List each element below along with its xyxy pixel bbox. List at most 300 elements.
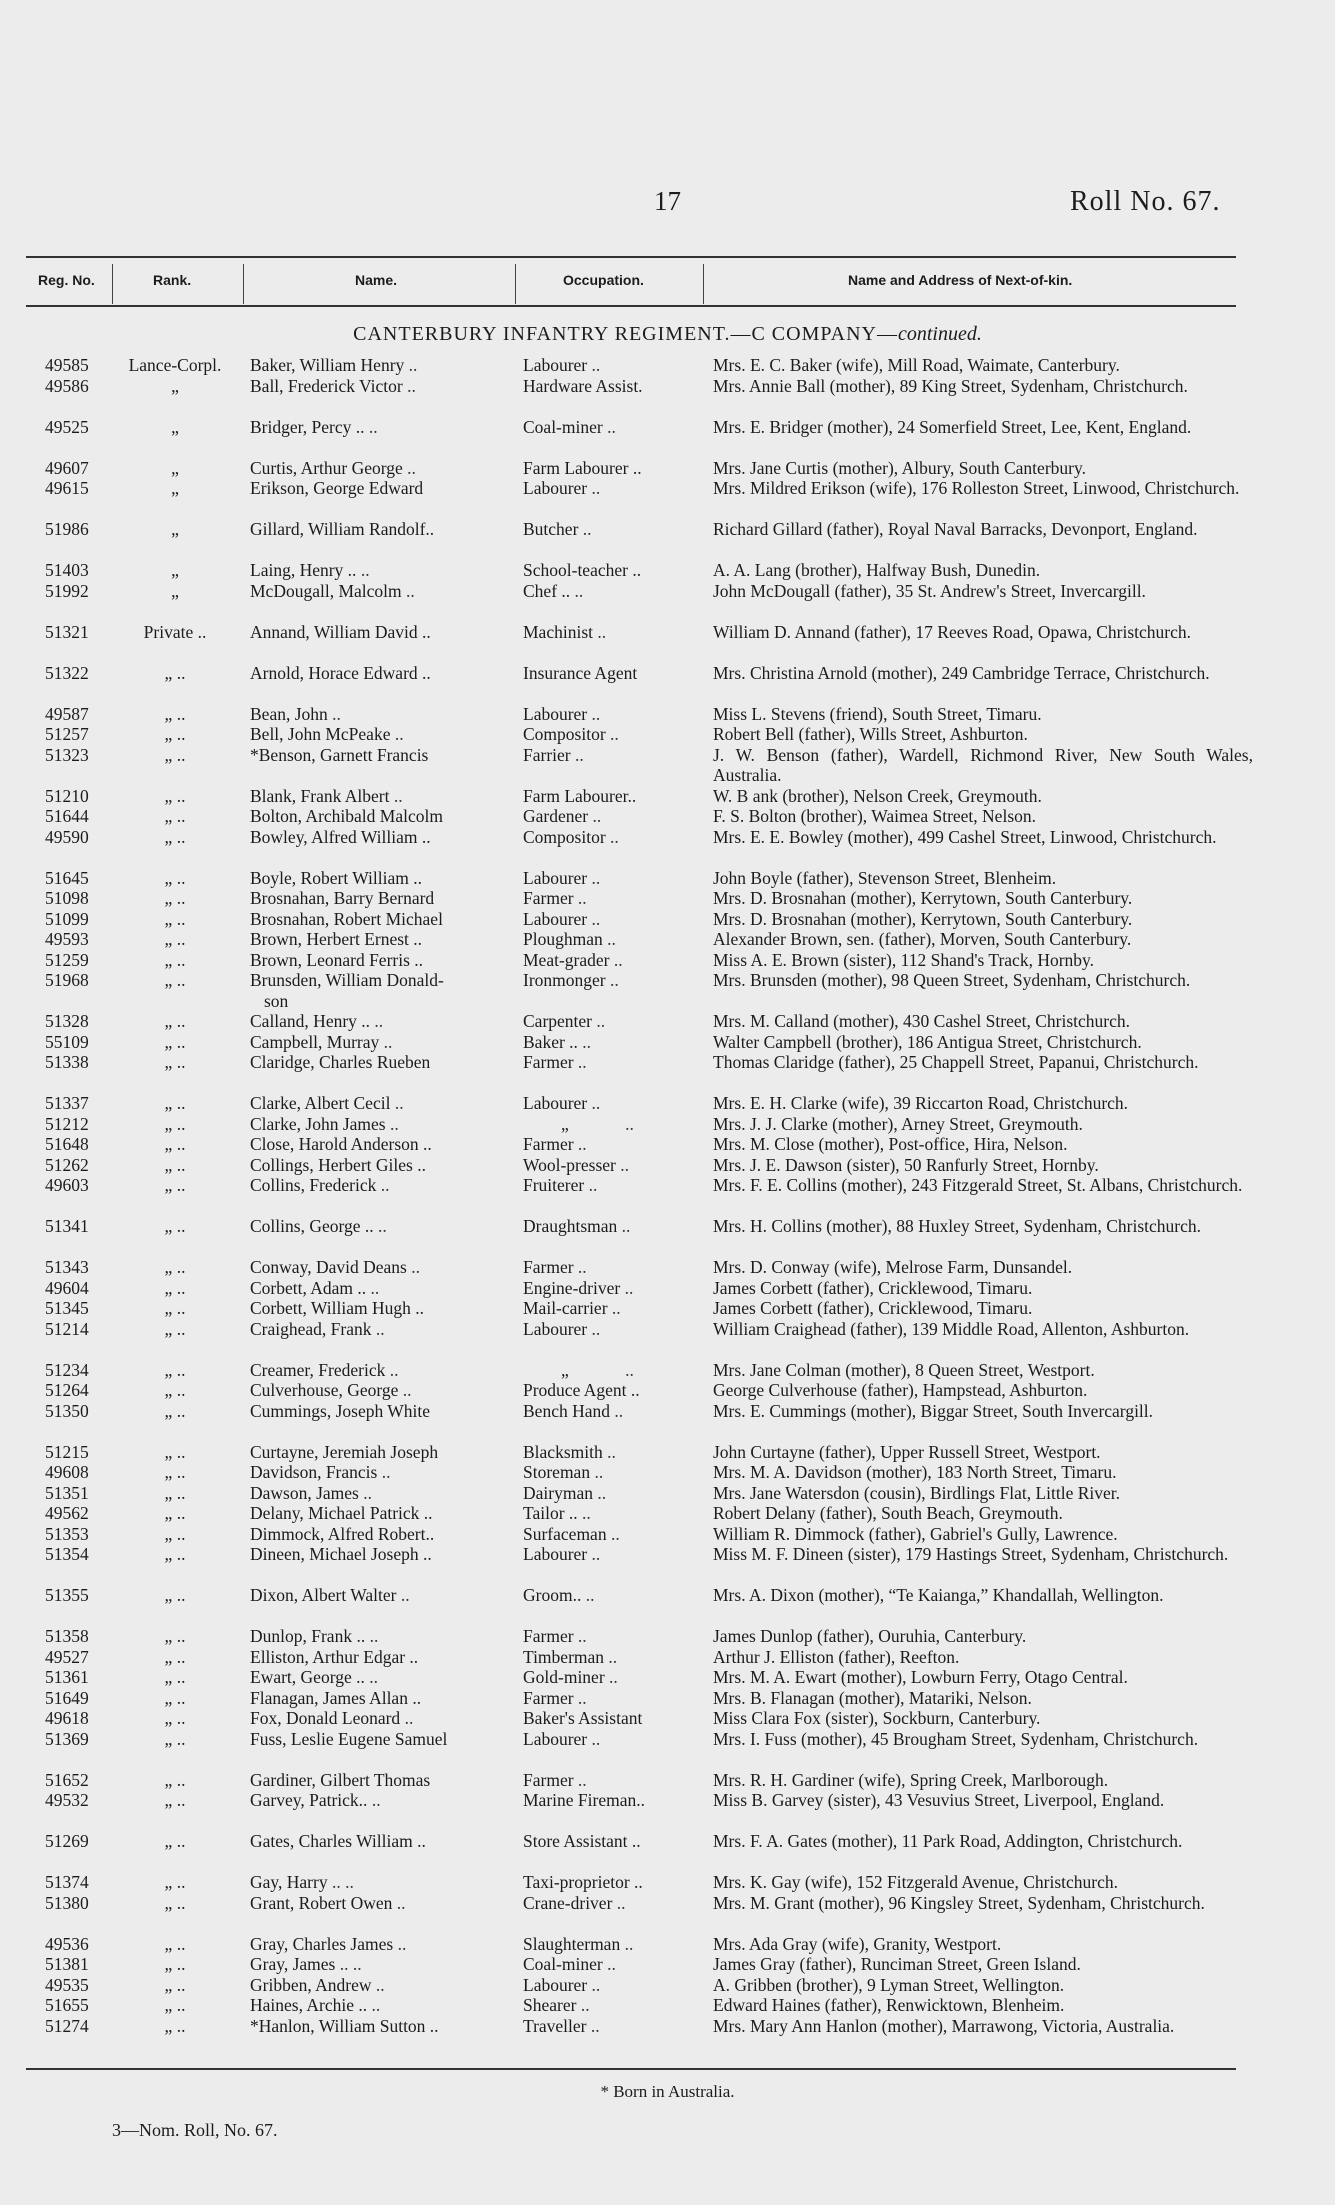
reg-number-cell: 51343 — [45, 1257, 89, 1277]
leader-dots: .. — [604, 1646, 618, 1667]
occupation-text: Storeman — [523, 1462, 591, 1482]
reg-number-cell: 49603 — [45, 1175, 89, 1195]
occupation-cell — [523, 1688, 698, 1709]
next-of-kin-cell: Mrs. M. A. Ewart (mother), Lowburn Ferry, Otago Central. — [713, 1667, 1128, 1687]
table-row — [0, 724, 1335, 745]
table-row — [0, 868, 1335, 889]
name-text: Clarke, Albert Cecil — [250, 1093, 391, 1113]
column-header-occupation: Occupation. — [563, 272, 644, 288]
occupation-cell — [523, 1216, 698, 1237]
leader-dots: .. — [587, 1544, 601, 1564]
occupation-text: Gardener — [523, 806, 589, 826]
table-row — [0, 1114, 1335, 1135]
next-of-kin-cell: Mrs. D. Brosnahan (mother), Kerrytown, South Canterbury. — [713, 888, 1133, 908]
reg-number-cell: 51262 — [45, 1154, 89, 1175]
name-text: Gray, James — [250, 1954, 336, 1974]
leader-dots: .. — [584, 1175, 598, 1195]
reg-number-cell: 51345 — [45, 1298, 89, 1318]
leader-dots: .. — [371, 1974, 385, 1995]
table-row — [0, 622, 1335, 663]
leader-dots: .. — [402, 457, 416, 478]
table-row — [0, 1380, 1335, 1401]
rank-cell: „ .. — [164, 1585, 186, 1605]
rank-cell: „ .. — [164, 1769, 186, 1790]
leader-dots: .. — [607, 1298, 621, 1318]
leader-dots: .. — [573, 888, 587, 908]
next-of-kin-cell: William D. Annand (father), 17 Reeves Road, Opawa, Christchurch. — [713, 621, 1191, 642]
next-of-kin-cell: Mrs. R. H. Gardiner (wife), Spring Creek, Marlborough. — [713, 1769, 1109, 1790]
occupation-cell — [523, 1134, 698, 1155]
occupation-text: Butcher — [523, 519, 579, 539]
occupation-text: Groom.. — [523, 1585, 582, 1605]
name-text: Brosnahan, Robert Michael — [250, 908, 443, 929]
next-of-kin-cell: Mrs. E. E. Bowley (mother), 499 Cashel Street, Linwood, Christchurch. — [713, 826, 1217, 847]
occupation-text: Labourer — [523, 478, 588, 498]
reg-number-cell: 49607 — [45, 457, 89, 478]
name-cell — [250, 458, 505, 479]
name-cell — [250, 1831, 505, 1852]
roll-table — [0, 355, 1335, 2057]
next-of-kin-cell: Miss Clara Fox (sister), Sockburn, Canterbury. — [713, 1708, 1041, 1728]
rank-cell: „ .. — [164, 1687, 186, 1708]
name-text: Conway, David Deans — [250, 1257, 407, 1277]
column-header-name: Name. — [355, 272, 398, 288]
reg-number-cell: 51374 — [45, 1872, 89, 1892]
rank-cell: „ .. — [164, 1298, 186, 1318]
next-of-kin-cell: Mrs. I. Fuss (mother), 45 Brougham Street, Sydenham, Christchurch. — [713, 1728, 1199, 1749]
reg-number-cell: 51210 — [45, 785, 89, 806]
name-text: Clarke, John James — [250, 1113, 386, 1134]
occupation-cell — [523, 745, 698, 766]
leader-dots: .. — [604, 1667, 618, 1687]
next-of-kin-cell: Mrs. D. Conway (wife), Melrose Farm, Dunsandel. — [713, 1257, 1073, 1277]
leader-dots: .. — [602, 1441, 616, 1462]
reg-number-cell: 51212 — [45, 1113, 89, 1134]
name-text: Close, Harold Anderson .. — [250, 1134, 432, 1154]
name-text: Arnold, Horace Edward .. — [250, 662, 431, 683]
next-of-kin-cell: Mrs. E. C. Baker (wife), Mill Road, Waimate, Canterbury. — [713, 355, 1120, 375]
name-cell — [250, 1442, 505, 1463]
column-header-reg: Reg. No. — [38, 272, 95, 288]
reg-number-cell: 49618 — [45, 1708, 89, 1728]
table-row — [0, 1155, 1335, 1176]
rank-cell: „ .. — [164, 1646, 186, 1667]
occupation-text: Dairyman — [523, 1482, 593, 1503]
leader-dots: .. — [373, 1216, 387, 1236]
rank-cell: „ .. — [164, 744, 186, 765]
next-of-kin-cell: Mrs. A. Dixon (mother), “Te Kaianga,” Khandallah, Wellington. — [713, 1585, 1164, 1605]
rank-cell: „ .. — [164, 1441, 186, 1462]
occupation-text: Hardware Assist. — [523, 375, 643, 396]
leader-dots: .. — [593, 621, 607, 642]
table-row — [0, 1503, 1335, 1524]
table-row — [0, 1032, 1335, 1053]
table-row — [0, 806, 1335, 827]
name-text: Ball, Frederick Victor — [250, 375, 403, 396]
occupation-cell — [523, 1114, 698, 1135]
name-cell — [250, 1175, 505, 1196]
reg-number-cell: 49608 — [45, 1462, 89, 1482]
occupation-cell — [523, 1954, 698, 1975]
occupation-text: Store Assistant .. — [523, 1831, 641, 1851]
next-of-kin-cell: James Corbett (father), Cricklewood, Timaru. — [713, 1277, 1033, 1298]
reg-number-cell: 49535 — [45, 1974, 89, 1995]
reg-number-cell: 51354 — [45, 1544, 89, 1564]
name-text: Claridge, Charles Rueben — [250, 1052, 431, 1072]
occupation-cell — [523, 1032, 698, 1053]
name-text: Calland, Henry .. — [250, 1011, 371, 1031]
rank-cell: „ .. — [164, 1359, 186, 1380]
table-row — [0, 663, 1335, 704]
occupation-text: Ironmonger — [523, 970, 606, 990]
reg-number-cell: 51322 — [45, 662, 89, 683]
occupation-text: Labourer — [523, 703, 588, 724]
name-text: Fox, Donald Leonard — [250, 1708, 401, 1728]
name-cell — [250, 478, 505, 499]
next-of-kin-cell: George Culverhouse (father), Hampstead, Ashburton. — [713, 1380, 1088, 1400]
table-row — [0, 909, 1335, 930]
leader-dots: .. — [606, 1523, 620, 1544]
rank-cell: „ .. — [164, 1954, 186, 1974]
occupation-cell — [523, 1483, 698, 1504]
leader-dots: .. .. — [335, 1954, 362, 1974]
name-text: Annand, William David .. — [250, 621, 431, 642]
name-text: Dixon, Albert Walter — [250, 1585, 397, 1605]
table-row — [0, 1688, 1335, 1709]
name-text: Brosnahan, Barry Bernard — [250, 888, 435, 908]
rank-cell: „ .. — [164, 806, 186, 826]
reg-number-cell: 51234 — [45, 1359, 89, 1380]
reg-number-cell: 49593 — [45, 929, 89, 949]
occupation-text: Labourer — [523, 1093, 588, 1113]
occupation-text: Gold-miner — [523, 1667, 605, 1687]
rank-cell: „ — [171, 580, 179, 601]
name-text: Curtayne, Jeremiah Joseph — [250, 1441, 439, 1462]
occupation-cell — [523, 581, 698, 602]
name-cell — [250, 1360, 505, 1381]
rank-cell: „ .. — [164, 908, 186, 929]
next-of-kin-cell: Mrs. F. E. Collins (mother), 243 Fitzgerald Street, St. Albans, Christchurch. — [713, 1175, 1243, 1195]
rank-cell: Lance-Corpl. — [128, 355, 222, 375]
rank-cell: „ .. — [164, 1113, 186, 1134]
next-of-kin-cell: Miss L. Stevens (friend), South Street, Timaru. — [713, 703, 1042, 724]
reg-number-cell: 51274 — [45, 2015, 89, 2036]
leader-dots: .. — [366, 1277, 380, 1298]
reg-number-cell: 51098 — [45, 888, 89, 908]
occupation-cell — [523, 1626, 698, 1647]
name-text: Gillard, William Randolf.. — [250, 519, 435, 539]
reg-number-cell: 49527 — [45, 1646, 89, 1667]
header-rule-bottom — [26, 305, 1236, 307]
next-of-kin-cell: Mrs. Christina Arnold (mother), 249 Cambridge Terrace, Christchurch. — [713, 662, 1210, 683]
next-of-kin-cell: Mrs. Mary Ann Hanlon (mother), Marrawong, Victoria, Australia. — [713, 2015, 1175, 2036]
leader-dots: .. — [573, 1257, 587, 1277]
rank-cell: „ — [171, 560, 179, 580]
table-row — [0, 1278, 1335, 1299]
reg-number-cell: 51350 — [45, 1400, 89, 1421]
occupation-cell — [523, 868, 698, 889]
leader-dots: .. — [396, 1585, 410, 1605]
name-cell — [250, 1872, 505, 1893]
occupation-text: Bench Hand — [523, 1400, 610, 1421]
leader-dots: .. — [576, 1995, 590, 2015]
occupation-cell — [523, 929, 698, 950]
table-row — [0, 519, 1335, 560]
occupation-text: Farmer — [523, 888, 574, 908]
reg-number-cell: 51986 — [45, 519, 89, 539]
rank-cell: „ .. — [164, 1995, 186, 2015]
occupation-text: Farmer — [523, 1626, 574, 1646]
occupation-cell — [523, 806, 698, 827]
next-of-kin-cell: Miss M. F. Dineen (sister), 179 Hastings Street, Sydenham, Christchurch. — [713, 1544, 1229, 1564]
table-row — [0, 1770, 1335, 1791]
name-cell — [250, 1934, 505, 1955]
rank-cell: „ .. — [164, 724, 186, 744]
occupation-cell — [523, 355, 698, 376]
reg-number-cell: 49536 — [45, 1933, 89, 1954]
occupation-text: Slaughterman — [523, 1933, 621, 1954]
table-row — [0, 1708, 1335, 1729]
leader-dots: .. — [401, 580, 415, 601]
name-cell — [250, 622, 505, 643]
rank-cell: „ .. — [164, 1482, 186, 1503]
reg-number-cell: 51381 — [45, 1954, 89, 1974]
table-row — [0, 704, 1335, 725]
leader-dots: .. — [570, 580, 584, 601]
name-cell — [250, 1708, 505, 1729]
occupation-cell — [523, 1544, 698, 1565]
name-cell — [250, 1626, 505, 1647]
occupation-cell — [523, 1647, 698, 1668]
occupation-cell — [523, 458, 698, 479]
occupation-text: Wool-presser — [523, 1154, 616, 1175]
occupation-cell — [523, 622, 698, 643]
reg-number-cell: 49615 — [45, 478, 89, 498]
leader-dots: .. — [573, 1052, 587, 1072]
name-text: Blank, Frank Albert — [250, 785, 390, 806]
rank-cell: „ .. — [164, 1872, 186, 1892]
next-of-kin-cell: J. W. Benson (father), Wardell, Richmond River, New South Wales, Australia. — [713, 744, 1253, 785]
reg-number-cell: 55109 — [45, 1031, 89, 1052]
occupation-text: Shearer — [523, 1995, 577, 2015]
table-row — [0, 1442, 1335, 1463]
name-cell — [250, 1298, 505, 1319]
leader-dots: .. — [586, 2015, 600, 2036]
leader-dots: .. — [390, 1093, 404, 1113]
name-cell — [250, 1770, 505, 1791]
column-divider — [243, 264, 244, 304]
rank-cell: „ — [171, 457, 179, 478]
name-text: Brown, Herbert Ernest .. — [250, 929, 423, 949]
name-text: Fuss, Leslie Eugene Samuel — [250, 1728, 448, 1749]
reg-number-cell: 51652 — [45, 1769, 89, 1790]
occupation-cell — [523, 1667, 698, 1688]
occupation-text: Baker's Assistant — [523, 1708, 643, 1728]
next-of-kin-cell: James Dunlop (father), Ouruhia, Canterbury. — [713, 1626, 1027, 1646]
name-cell — [250, 2016, 505, 2037]
next-of-kin-cell: W. B ank (brother), Nelson Creek, Greymouth. — [713, 785, 1042, 806]
name-cell — [250, 1647, 505, 1668]
occupation-text: Fruiterer — [523, 1175, 585, 1195]
name-text: Gardiner, Gilbert Thomas — [250, 1769, 431, 1790]
table-row — [0, 1647, 1335, 1668]
name-text: Gay, Harry — [250, 1872, 328, 1892]
occupation-cell — [523, 1995, 698, 2016]
rank-cell: „ — [171, 519, 179, 539]
section-title-continued: continued. — [898, 323, 982, 345]
reg-number-cell: 49532 — [45, 1790, 89, 1810]
reg-number-cell: 51341 — [45, 1216, 89, 1236]
name-cell — [250, 1216, 505, 1237]
occupation-text: Traveller — [523, 2015, 587, 2036]
rank-cell: „ .. — [164, 1728, 186, 1749]
table-row — [0, 1667, 1335, 1688]
rank-cell: „ .. — [164, 1052, 186, 1072]
name-cell — [250, 355, 505, 376]
table-row — [0, 1360, 1335, 1381]
occupation-cell — [523, 1503, 698, 1524]
leader-dots: .. — [602, 1954, 616, 1974]
name-text: Dunlop, Frank .. — [250, 1626, 366, 1646]
occupation-text: Labourer — [523, 1544, 588, 1564]
occupation-text: Farmer — [523, 1052, 574, 1072]
leader-dots: .. — [379, 1031, 393, 1052]
name-text: Elliston, Arthur Edgar .. — [250, 1646, 419, 1667]
table-row — [0, 458, 1335, 479]
rank-cell: „ .. — [164, 1277, 186, 1298]
rank-cell: „ .. — [164, 1626, 186, 1646]
table-row — [0, 1298, 1335, 1319]
occupation-text: Draughtsman — [523, 1216, 618, 1236]
reg-number-cell: 49587 — [45, 703, 89, 724]
occupation-cell — [523, 1175, 698, 1196]
rank-cell: „ .. — [164, 1544, 186, 1564]
leader-dots: .. — [402, 375, 416, 396]
name-text: Collins, Frederick — [250, 1175, 377, 1195]
next-of-kin-cell: Robert Bell (father), Wills Street, Ashburton. — [713, 724, 1028, 744]
occupation-text: Farmer — [523, 1769, 574, 1790]
occupation-cell — [523, 1093, 698, 1114]
occupation-text: Insurance Agent — [523, 662, 638, 683]
occupation-text: Farm Labourer.. — [523, 785, 637, 806]
next-of-kin-cell: Mrs. Jane Colman (mother), 8 Queen Street, Westport. — [713, 1359, 1095, 1380]
leader-dots: .. — [587, 478, 601, 498]
rank-cell: „ .. — [164, 929, 186, 949]
reg-number-cell: 49590 — [45, 826, 89, 847]
rank-cell: „ .. — [164, 1175, 186, 1195]
table-row — [0, 560, 1335, 581]
reg-number-cell: 49586 — [45, 375, 89, 396]
name-text: Garvey, Patrick.. — [250, 1790, 368, 1810]
occupation-cell — [523, 786, 698, 807]
name-cell — [250, 1401, 505, 1422]
rank-cell: „ .. — [164, 1974, 186, 1995]
leader-dots: .. — [573, 1134, 587, 1154]
leader-dots: .. — [620, 1113, 634, 1134]
occupation-cell — [523, 1585, 698, 1606]
occupation-cell — [523, 1052, 698, 1073]
reg-number-cell: 51337 — [45, 1093, 89, 1113]
table-row — [0, 1483, 1335, 1504]
rank-cell: „ .. — [164, 703, 186, 724]
leader-dots: .. — [587, 1318, 601, 1339]
name-text: Culverhouse, George — [250, 1380, 399, 1400]
leader-dots: .. — [587, 1093, 601, 1113]
occupation-text: Carpenter — [523, 1011, 592, 1031]
leader-dots: .. — [376, 1175, 390, 1195]
next-of-kin-cell: Alexander Brown, sen. (father), Morven, South Canterbury. — [713, 929, 1132, 949]
occupation-cell — [523, 1708, 698, 1729]
leader-dots: .. — [577, 1503, 591, 1523]
table-row — [0, 1462, 1335, 1483]
next-of-kin-cell: Mrs. Mildred Erikson (wife), 176 Rolleston Street, Linwood, Christchurch. — [713, 478, 1240, 498]
table-bottom-rule — [26, 2068, 1236, 2070]
table-row — [0, 355, 1335, 376]
name-text: Laing, Henry .. — [250, 560, 357, 580]
occupation-text: Meat-grader — [523, 949, 610, 970]
name-cell — [250, 1483, 505, 1504]
reg-number-cell: 49525 — [45, 416, 89, 437]
occupation-cell — [523, 1401, 698, 1422]
occupation-cell — [523, 704, 698, 725]
next-of-kin-cell: Mrs. M. Close (mother), Post-office, Hira, Nelson. — [713, 1134, 1068, 1154]
rank-cell: „ .. — [164, 1318, 186, 1339]
leader-dots: .. — [393, 1933, 407, 1954]
rank-cell: „ .. — [164, 1011, 186, 1031]
reg-number-cell: 51328 — [45, 1011, 89, 1031]
name-text: Gribben, Andrew — [250, 1974, 372, 1995]
name-cell — [250, 1093, 505, 1114]
rank-cell: „ .. — [164, 1790, 186, 1810]
occupation-text: Farm Labourer .. — [523, 457, 642, 478]
table-row — [0, 1790, 1335, 1831]
rank-cell: „ .. — [164, 1134, 186, 1154]
table-row — [0, 1626, 1335, 1647]
occupation-cell — [523, 1257, 698, 1278]
occupation-cell — [523, 1155, 698, 1176]
next-of-kin-cell: John McDougall (father), 35 St. Andrew's Street, Invercargill. — [713, 580, 1146, 601]
table-row — [0, 745, 1335, 786]
leader-dots: .. — [367, 1995, 381, 2015]
leader-dots: .. — [377, 1462, 391, 1482]
name-text: Creamer, Frederick — [250, 1359, 386, 1380]
name-text: Corbett, Adam .. — [250, 1277, 367, 1298]
occupation-cell — [523, 478, 698, 499]
name-text: Brunsden, William Donald- — [250, 970, 444, 990]
rank-cell: „ .. — [164, 2015, 186, 2036]
next-of-kin-cell: Miss A. E. Brown (sister), 112 Shand's Track, Hornby. — [713, 949, 1095, 970]
occupation-cell — [523, 1729, 698, 1750]
name-cell — [250, 1011, 505, 1032]
next-of-kin-cell: Mrs. M. Calland (mother), 430 Cashel Street, Christchurch. — [713, 1011, 1131, 1031]
next-of-kin-cell: Edward Haines (father), Renwicktown, Blenheim. — [713, 1995, 1065, 2015]
name-text: *Benson, Garnett Francis — [250, 744, 429, 765]
name-continuation: son — [264, 990, 289, 1011]
next-of-kin-cell: Mrs. Jane Curtis (mother), Albury, South Canterbury. — [713, 457, 1086, 478]
occupation-text: Farmer — [523, 1257, 574, 1277]
leader-dots: .. — [610, 1400, 624, 1421]
rank-cell: „ — [171, 375, 179, 396]
occupation-text: Marine Fireman.. — [523, 1790, 645, 1810]
page-number: 17 — [654, 186, 681, 216]
name-text: Craighead, Frank — [250, 1318, 372, 1339]
name-cell — [250, 1503, 505, 1524]
rank-cell: „ .. — [164, 1892, 186, 1913]
name-cell — [250, 1319, 505, 1340]
next-of-kin-cell: Mrs. M. Grant (mother), 96 Kingsley Street, Sydenham, Christchurch. — [713, 1892, 1205, 1913]
leader-dots: .. — [620, 1277, 634, 1298]
table-row — [0, 1893, 1335, 1934]
